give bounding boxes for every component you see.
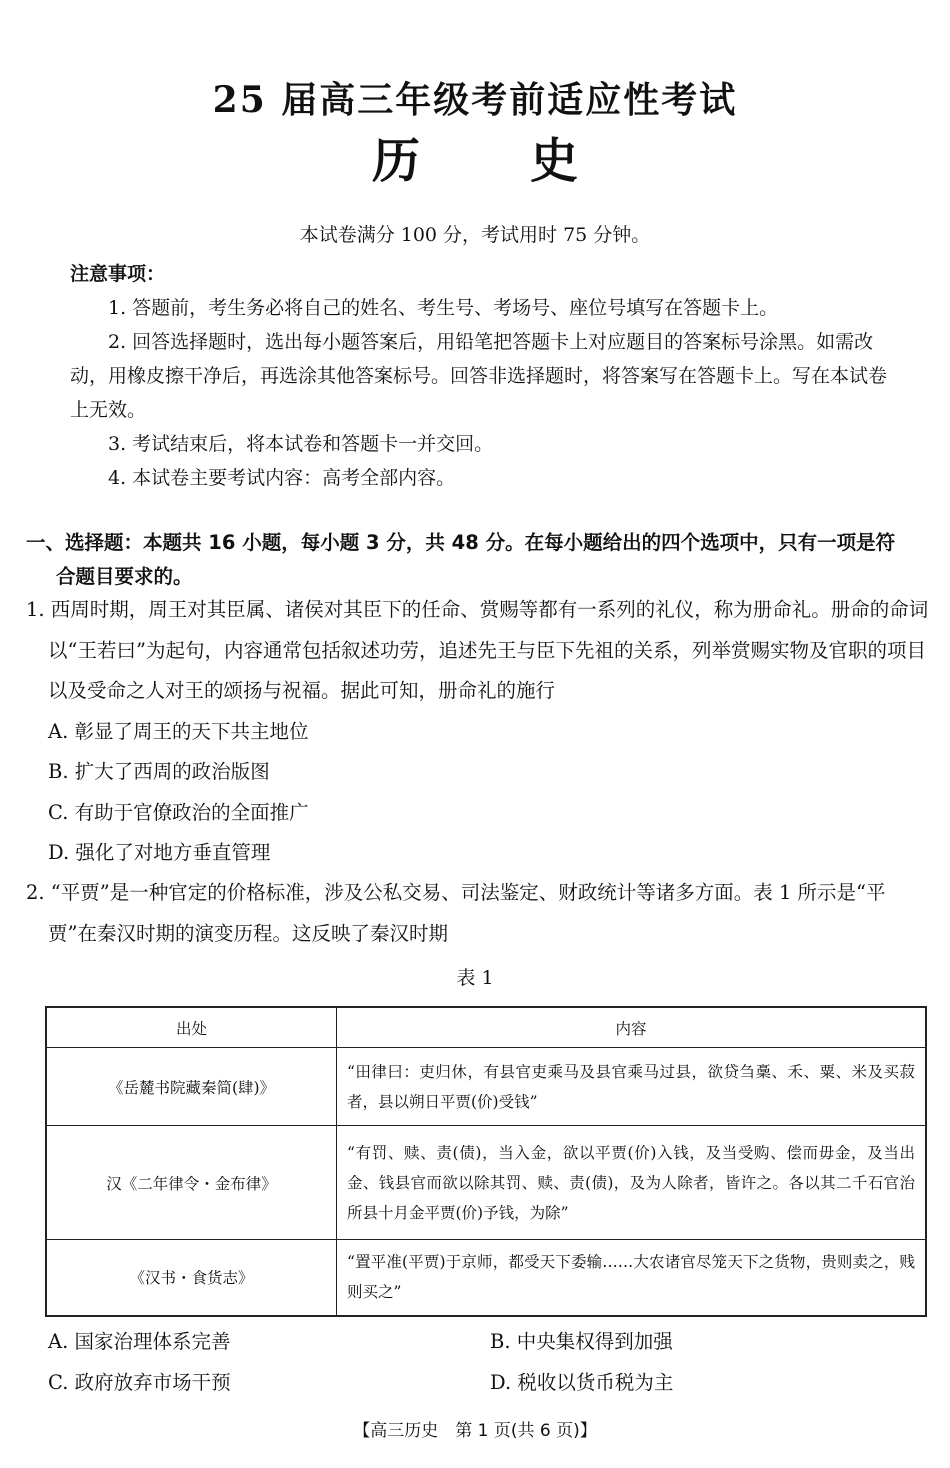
question-2-option-b: B. 中央集权得到加强: [490, 1330, 673, 1353]
note-item: 2. 回答选择题时，选出每小题答案后，用铅笔把答题卡上对应题目的答案标号涂黑。如需改动，用橡皮擦干净后，再选涂其他答案标号。回答非选择题时，将答案写在答题卡上。写在本试卷上无效。: [70, 331, 888, 421]
note-item: 3. 考试结束后，将本试卷和答题卡一并交回。: [108, 433, 494, 455]
exam-meta: 本试卷满分 100 分，考试用时 75 分钟。: [299, 224, 651, 246]
section-line-1: 一、选择题：本题共 16 小题，每小题 3 分，共 48 分。在每小题给出的四个选项中，只有一项是符: [26, 531, 896, 554]
question-1-stem: 1. 西周时期，周王对其臣属、诸侯对其臣下的任命、赏赐等都有一系列的礼仪，称为册命礼。册命的命词以“王若曰”为起句，内容通常包括叙述功劳，追述先王与臣下先祖的关系，列举赏赐实物及官职的项目以及受命之人对王的颂扬与祝福。据此可知，册命礼的施行: [26, 598, 929, 702]
option-row: [26, 1363, 932, 1404]
question-2-stem: 2. “平贾”是一种官定的价格标准，涉及公私交易、司法鉴定、财政统计等诸多方面。表 1 所示是“平贾”在秦汉时期的演变历程。这反映了秦汉时期: [26, 881, 886, 945]
table-header-content: 内容: [337, 1007, 927, 1048]
table-header-row: [46, 1007, 926, 1048]
table-cell-source: 汉《二年律令・金布律》: [46, 1126, 337, 1240]
table-cell-content: “有罚、赎、责(债)，当入金，欲以平贾(价)入钱，及当受购、偿而毋金，及当出金、钱县官而欲以除其罚、赎、责(债)，及为人除者，皆许之。各以其二千石官治所县十月金平贾(价)予钱，为除”: [337, 1126, 927, 1240]
question-2-options: [26, 1322, 932, 1403]
question-1-option-a: A. 彰显了周王的天下共主地位: [48, 719, 309, 743]
table-row: [46, 1126, 926, 1240]
table-cell-content: “田律曰：吏归休，有县官吏乘马及县官乘马过县，欲贷刍稾、禾、粟、米及买菽者，县以朔日平贾(价)受钱”: [337, 1048, 927, 1126]
table-caption: 表 1: [456, 967, 494, 989]
question-1-option-b: B. 扩大了西周的政治版图: [48, 760, 270, 783]
data-table: [45, 1006, 927, 1317]
option-row: [26, 1322, 932, 1363]
table-header-source: 出处: [46, 1007, 337, 1048]
table-cell-source: 《汉书・食货志》: [46, 1240, 337, 1316]
section-line-2: 合题目要求的。: [56, 565, 193, 588]
question-2-option-c: C. 政府放弃市场干预: [48, 1370, 231, 1394]
exam-title: 25 届高三年级考前适应性考试: [212, 79, 738, 121]
table-cell-source: 《岳麓书院藏秦简(肆)》: [46, 1048, 337, 1126]
note-item: 4. 本试卷主要考试内容：高考全部内容。: [108, 467, 456, 489]
subject-title: [0, 122, 950, 191]
notes-block: [70, 257, 900, 495]
notes-heading: 注意事项：: [70, 263, 166, 285]
table-row: [46, 1048, 926, 1126]
subject-char-2: 史: [530, 133, 579, 189]
section-heading: [26, 526, 932, 594]
subject-char-1: 历: [371, 133, 420, 189]
note-item: 1. 答题前，考生务必将自己的姓名、考生号、考场号、座位号填写在答题卡上。: [108, 297, 779, 319]
question-2: [26, 873, 932, 954]
question-2-option-a: A. 国家治理体系完善: [48, 1330, 231, 1353]
question-2-option-d: D. 税收以货币税为主: [490, 1370, 674, 1394]
table-cell-content: “置平准(平贾)于京师，都受天下委输……大农诸官尽笼天下之货物，贵则卖之，贱则买之”: [337, 1240, 927, 1316]
question-1-option-d: D. 强化了对地方垂直管理: [48, 841, 271, 864]
question-1: [26, 590, 932, 874]
page-footer: 【高三历史 第 1 页(共 6 页)】: [353, 1421, 597, 1441]
table-row: [46, 1240, 926, 1316]
question-1-option-c: C. 有助于官僚政治的全面推广: [48, 800, 309, 824]
